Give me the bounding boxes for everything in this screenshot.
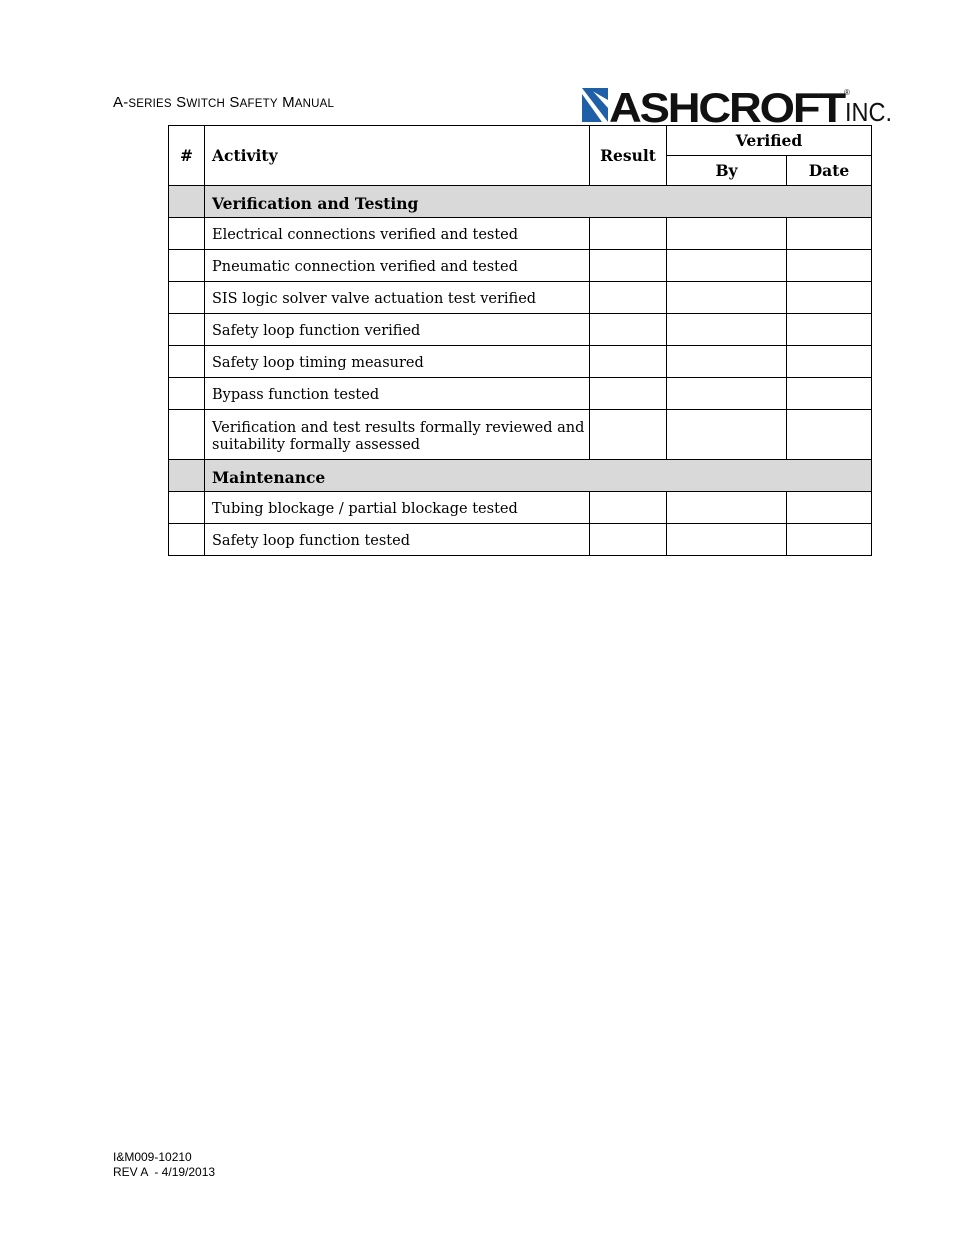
table-row: [169, 378, 872, 410]
title-part: ANUAL: [294, 98, 335, 110]
activity-cell: Safety loop function verified: [205, 314, 590, 346]
header-result: Result: [590, 126, 667, 186]
safety-checklist-table: [168, 125, 872, 556]
result-cell[interactable]: [590, 218, 667, 250]
table-row: [169, 346, 872, 378]
number-cell: [169, 250, 205, 282]
logo-registered-mark: ®: [844, 88, 850, 97]
number-cell: [169, 346, 205, 378]
title-part: S: [171, 94, 187, 111]
result-cell[interactable]: [590, 492, 667, 524]
result-cell[interactable]: [590, 524, 667, 556]
activity-cell: Tubing blockage / partial blockage tested: [205, 492, 590, 524]
number-cell: [169, 218, 205, 250]
verified-date-cell[interactable]: [787, 524, 872, 556]
header-activity: Activity: [205, 126, 590, 186]
header-number: #: [169, 126, 205, 186]
verified-date-cell[interactable]: [787, 410, 872, 460]
result-cell[interactable]: [590, 346, 667, 378]
verified-by-cell[interactable]: [667, 282, 787, 314]
title-part: WITCH: [186, 98, 226, 110]
activity-cell: Safety loop timing measured: [205, 346, 590, 378]
number-cell: [169, 314, 205, 346]
number-cell: [169, 378, 205, 410]
verified-by-cell[interactable]: [667, 378, 787, 410]
number-cell: [169, 410, 205, 460]
verified-by-cell[interactable]: [667, 250, 787, 282]
table-row: [169, 314, 872, 346]
verified-by-cell[interactable]: [667, 346, 787, 378]
verified-by-cell[interactable]: [667, 314, 787, 346]
verified-date-cell[interactable]: [787, 378, 872, 410]
activity-cell: Verification and test results formally reviewed and suitability formally assessed: [205, 410, 590, 460]
table-row: [169, 218, 872, 250]
title-part: S: [225, 94, 240, 111]
header-row-top: [169, 126, 872, 156]
verified-date-cell[interactable]: [787, 250, 872, 282]
logo-suffix: INC.: [845, 97, 892, 126]
checklist-body: [169, 186, 872, 556]
document-revision: REV A - 4/19/2013: [113, 1165, 216, 1179]
activity-cell: Electrical connections verified and tested: [205, 218, 590, 250]
header-date: Date: [787, 156, 872, 186]
section-number-cell: [169, 460, 205, 492]
number-cell: [169, 492, 205, 524]
table-row: [169, 524, 872, 556]
verified-by-cell[interactable]: [667, 524, 787, 556]
number-cell: [169, 282, 205, 314]
ashcroft-logo: [582, 86, 892, 126]
title-part: A-: [113, 94, 129, 111]
header-verified: Verified: [667, 126, 872, 156]
verified-date-cell[interactable]: [787, 314, 872, 346]
section-row: [169, 186, 872, 218]
verified-date-cell[interactable]: [787, 492, 872, 524]
activity-cell: Pneumatic connection verified and tested: [205, 250, 590, 282]
document-footer: [113, 1150, 215, 1180]
document-number: I&M009-10210: [113, 1150, 192, 1164]
section-title: Maintenance: [205, 460, 872, 492]
section-number-cell: [169, 186, 205, 218]
table-row: [169, 250, 872, 282]
result-cell[interactable]: [590, 378, 667, 410]
title-part: M: [277, 94, 295, 111]
table-row: [169, 282, 872, 314]
result-cell[interactable]: [590, 410, 667, 460]
section-row: [169, 460, 872, 492]
document-title: [113, 94, 334, 111]
verified-date-cell[interactable]: [787, 346, 872, 378]
verified-date-cell[interactable]: [787, 218, 872, 250]
activity-cell: Safety loop function tested: [205, 524, 590, 556]
title-part: SERIES: [128, 98, 172, 110]
result-cell[interactable]: [590, 250, 667, 282]
title-part: AFETY: [239, 98, 278, 110]
verified-by-cell[interactable]: [667, 492, 787, 524]
verified-by-cell[interactable]: [667, 218, 787, 250]
logo-wordmark: ASHCROFT: [609, 86, 847, 126]
ashcroft-logo-mark: [582, 86, 892, 126]
activity-cell: SIS logic solver valve actuation test verified: [205, 282, 590, 314]
activity-cell: Bypass function tested: [205, 378, 590, 410]
verified-date-cell[interactable]: [787, 282, 872, 314]
table-row: [169, 492, 872, 524]
table-row: [169, 410, 872, 460]
header-by: By: [667, 156, 787, 186]
verified-by-cell[interactable]: [667, 410, 787, 460]
number-cell: [169, 524, 205, 556]
result-cell[interactable]: [590, 282, 667, 314]
section-title: Verification and Testing: [205, 186, 872, 218]
result-cell[interactable]: [590, 314, 667, 346]
